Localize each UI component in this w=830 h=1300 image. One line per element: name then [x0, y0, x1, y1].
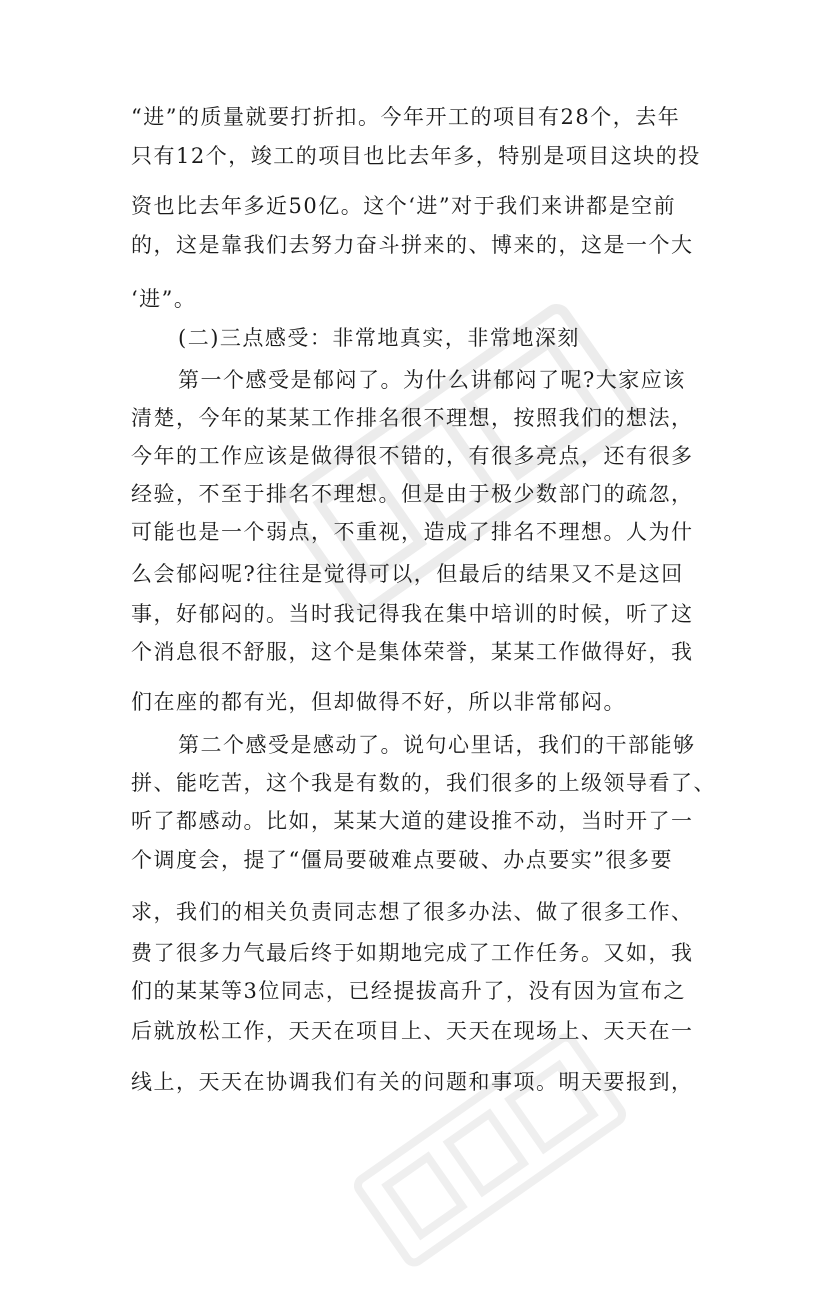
text-line: 个消息很不舒服，这个是集体荣誉，某某工作做得好，我	[131, 640, 694, 664]
text-line: 可能也是一个弱点，不重视，造成了排名不理想。人为什	[131, 520, 694, 544]
text-line: 清楚，今年的某某工作排名很不理想，按照我们的想法，	[131, 406, 694, 430]
section-heading: (二)三点感受：非常地真实，非常地深刻	[178, 326, 580, 350]
text-line: 费了很多力气最后终于如期地完成了工作任务。又如，我	[131, 941, 694, 965]
text-line: 拼、能吃苦，这个我是有数的，我们很多的上级领导看了、	[131, 771, 716, 795]
text-line: “进”的质量就要打折扣。今年开工的项目有28个，去年	[131, 105, 681, 129]
text-line: 们的某某等3位同志，已经提拔高升了，没有因为宣布之	[131, 979, 686, 1003]
text-line: 听了都感动。比如，某某大道的建设推不动，当时开了一	[131, 809, 694, 833]
text-line: 资也比去年多近50亿。这个‘进”对于我们来讲都是空前	[131, 194, 677, 218]
text-line: 求，我们的相关负责同志想了很多办法、做了很多工作、	[131, 900, 694, 924]
text-line: 只有12个，竣工的项目也比去年多，特别是项目这块的投	[131, 144, 701, 168]
text-line: 经验，不至于排名不理想。但是由于极少数部门的疏忽，	[131, 482, 694, 506]
text-line: 个调度会，提了“僵局要破难点要破、办点要实”很多要	[131, 848, 673, 872]
text-line: 线上，天天在协调我们有关的问题和事项。明天要报到，	[131, 1070, 694, 1094]
text-line: 么会郁闷呢?往往是觉得可以，但最后的结果又不是这回	[131, 562, 684, 586]
text-line: 第二个感受是感动了。说句心里话，我们的干部能够	[178, 733, 696, 757]
text-line: 们在座的都有光，但却做得不好，所以非常郁闷。	[131, 690, 626, 714]
text-line: 后就放松工作，天天在项目上、天天在现场上、天天在一	[131, 1019, 694, 1043]
text-line: 第一个感受是郁闷了。为什么讲郁闷了呢?大家应该	[178, 368, 686, 392]
text-line: 今年的工作应该是做得很不错的，有很多亮点，还有很多	[131, 444, 694, 468]
text-line: 的，这是靠我们去努力奋斗拼来的、博来的，这是一个大	[131, 233, 694, 257]
text-line: 事，好郁闷的。当时我记得我在集中培训的时候，听了这	[131, 602, 694, 626]
text-line: ‘进”。	[131, 287, 197, 311]
